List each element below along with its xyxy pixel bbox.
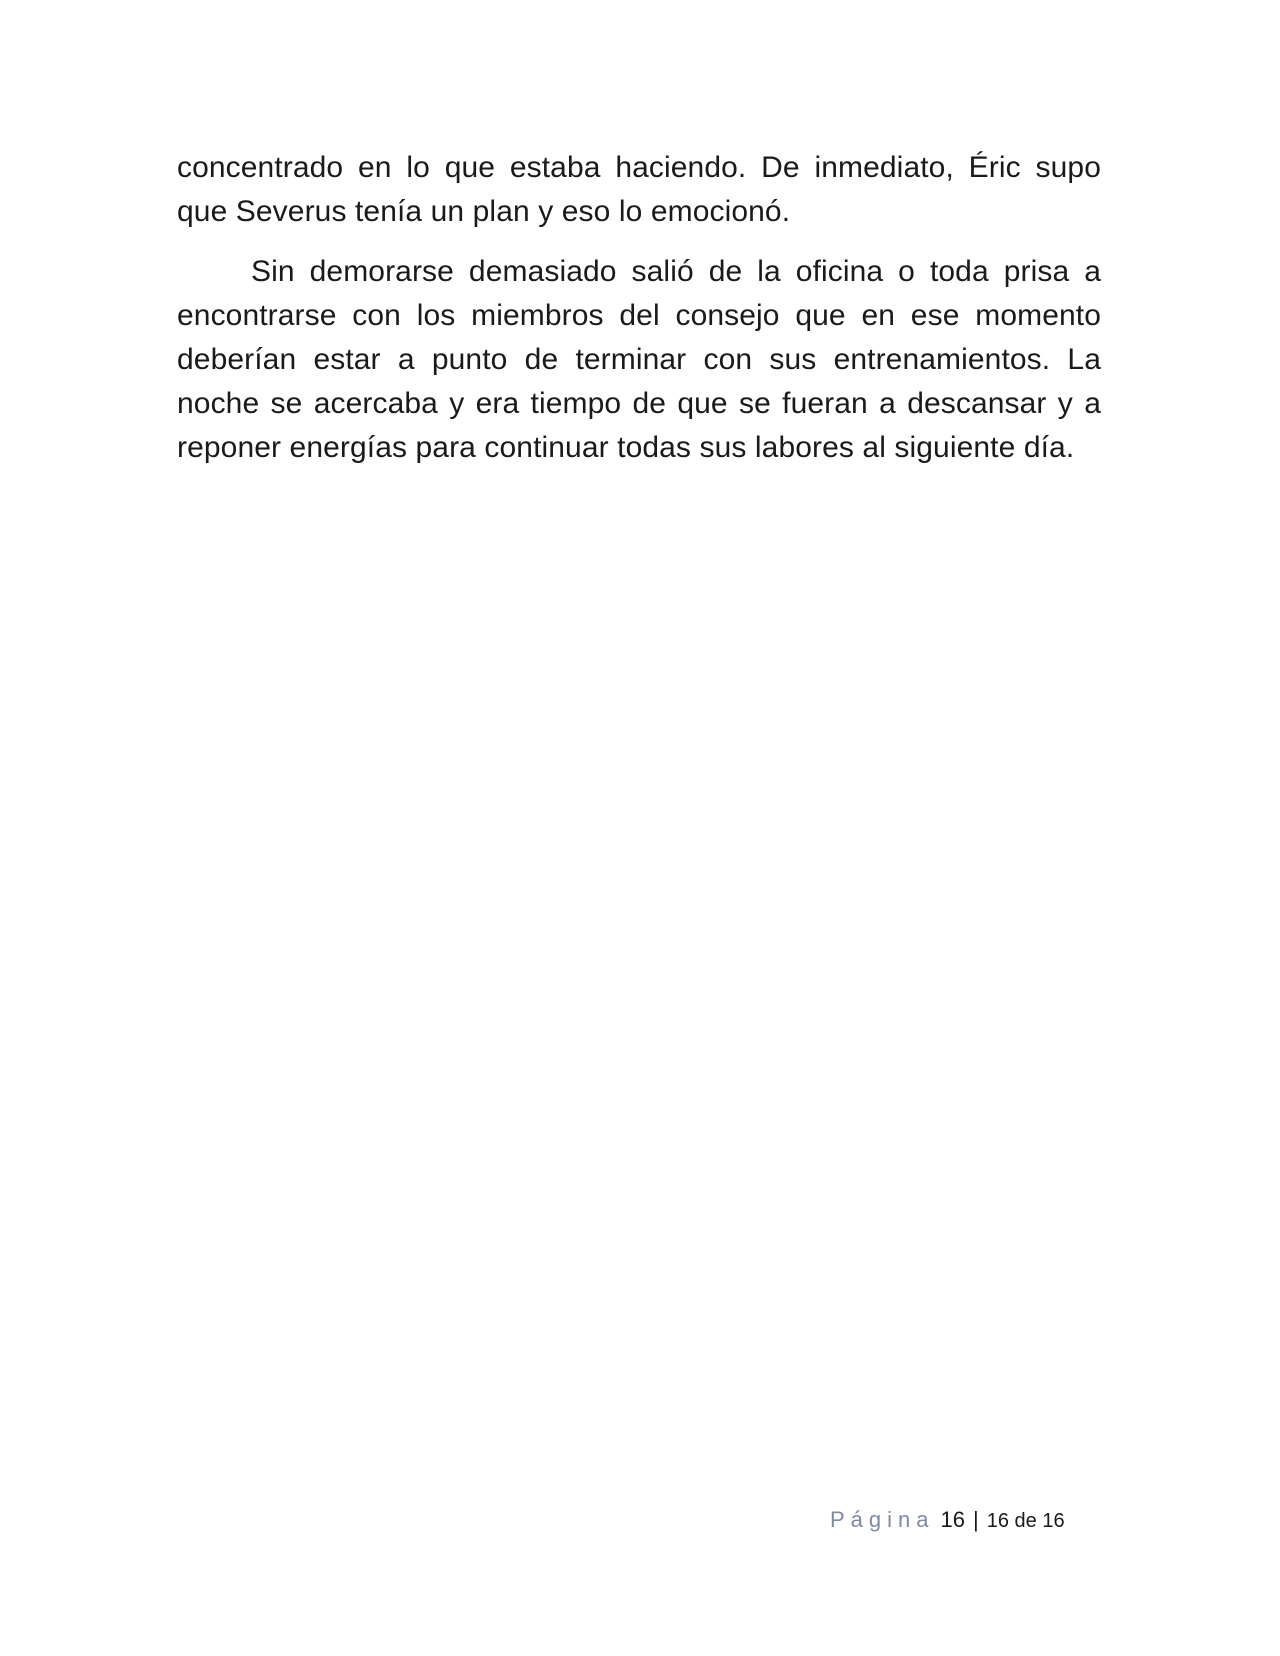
footer-separator: |: [973, 1507, 979, 1532]
page-label: Página: [830, 1507, 935, 1532]
document-body: [177, 146, 1101, 486]
page-footer: [830, 1502, 1090, 1538]
page-total: 16 de 16: [986, 1510, 1065, 1532]
page-number: 16: [940, 1507, 965, 1532]
paragraph-2: Sin demorarse demasiado salió de la oficina o toda prisa a encontrarse con los miembros del consejo que en ese momento deberían estar a punto de terminar con sus entrenamientos. La noche se acercaba y era tiempo de que se fueran a descansar y a reponer energías para continuar todas sus labores al siguiente día.: [177, 255, 1101, 464]
paragraph-1: concentrado en lo que estaba haciendo. De inmediato, Éric supo que Severus tenía un plan y eso lo emocionó.: [177, 151, 1101, 228]
